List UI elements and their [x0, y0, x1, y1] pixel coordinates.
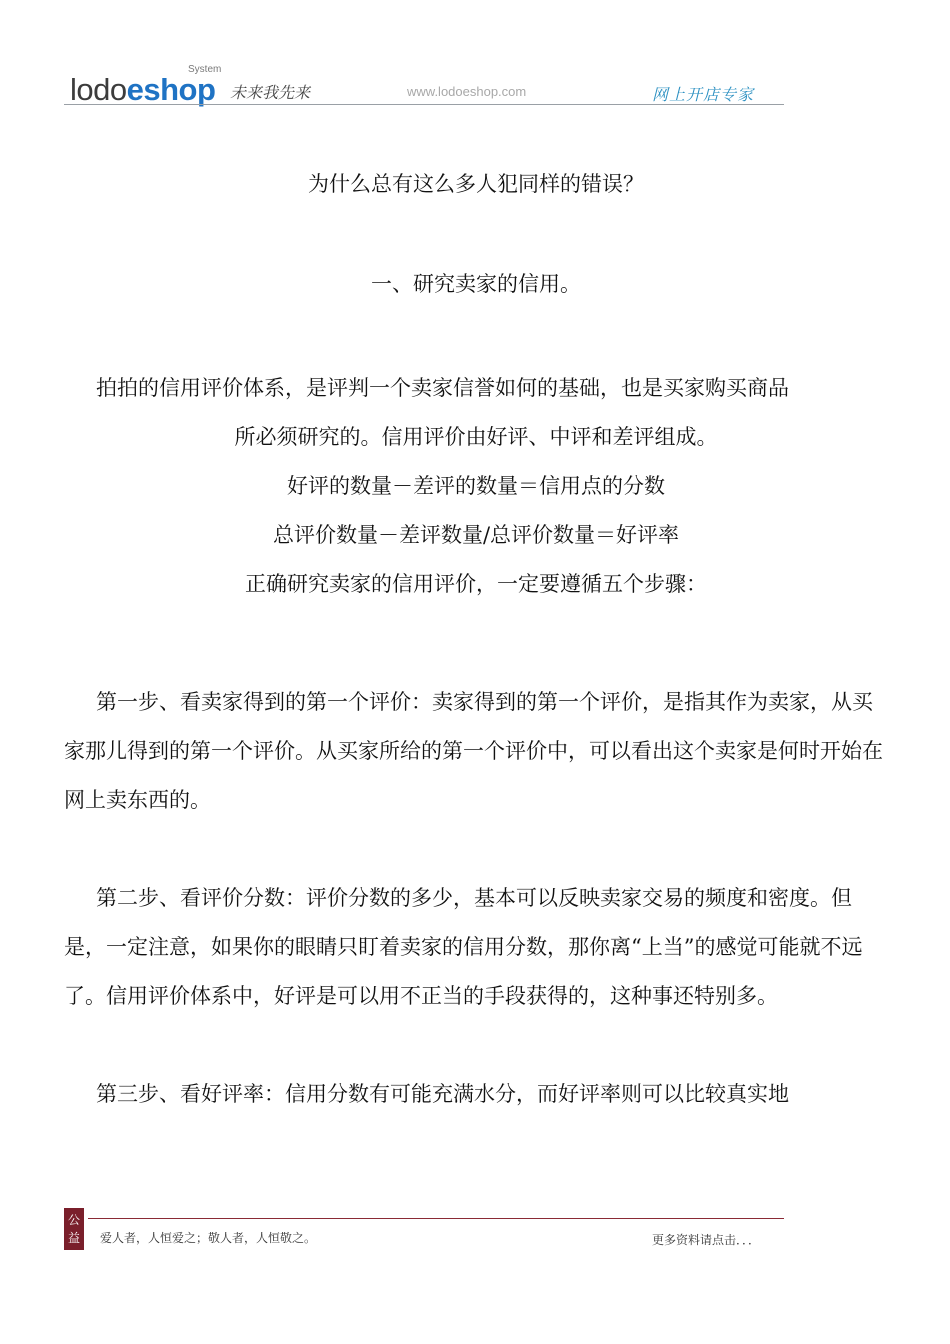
- logo-lodo-text: lodo: [70, 72, 127, 107]
- spacer: [64, 609, 888, 678]
- logo-system-label: System: [188, 64, 222, 75]
- article-body: [64, 160, 888, 1119]
- page-header: [64, 64, 784, 108]
- intro-line-1: 拍拍的信用评价体系，是评判一个卖家信誉如何的基础，也是买家购买商品: [96, 376, 789, 400]
- logo-eshop-text: eshop: [126, 72, 216, 107]
- intro-line-2: 所必须研究的。信用评价由好评、中评和差评组成。: [234, 425, 718, 449]
- page-footer: [64, 1208, 784, 1252]
- badge-char-2: 益: [67, 1231, 80, 1245]
- formula-credit-score: 好评的数量－差评的数量＝信用点的分数: [287, 474, 665, 498]
- badge-char-1: 公: [67, 1213, 80, 1227]
- header-divider: [64, 104, 784, 105]
- step-2-paragraph: 第二步、看评价分数：评价分数的多少，基本可以反映卖家交易的频度和密度。但是，一定注意，如果你的眼睛只盯着卖家的信用分数，那你离“上当”的感觉可能就不远了。信用评价体系中，好评是可以用不正当的手段获得的，这种事还特别多。: [64, 886, 863, 1008]
- footer-divider: [88, 1218, 784, 1219]
- lodoeshop-logo[interactable]: [70, 72, 215, 108]
- spacer: [64, 1021, 888, 1070]
- header-tagline: 网上开店专家: [652, 85, 755, 104]
- intro-block: [64, 364, 888, 609]
- site-url[interactable]: www.lodoeshop.com: [407, 84, 527, 99]
- footer-motto: 爱人者，人恒爱之；敬人者，人恒敬之。: [100, 1231, 317, 1245]
- header-slogan: 未来我先来: [230, 83, 311, 102]
- article-title: 为什么总有这么多人犯同样的错误？: [308, 172, 644, 196]
- steps-intro: 正确研究卖家的信用评价，一定要遵循五个步骤：: [245, 572, 707, 596]
- more-resources-link[interactable]: 更多资料请点击．．．: [652, 1233, 761, 1247]
- section-heading: 一、研究卖家的信用。: [371, 272, 581, 296]
- spacer: [64, 825, 888, 874]
- formula-positive-rate: 总评价数量－差评数量/总评价数量＝好评率: [272, 523, 680, 547]
- step-1-paragraph: 第一步、看卖家得到的第一个评价：卖家得到的第一个评价，是指其作为卖家，从买家那儿得到的第一个评价。从买家所给的第一个评价中，可以看出这个卖家是何时开始在网上卖东西的。: [64, 690, 883, 812]
- public-welfare-badge: [64, 1208, 84, 1250]
- step-3-paragraph: 第三步、看好评率：信用分数有可能充满水分，而好评率则可以比较真实地: [96, 1082, 789, 1106]
